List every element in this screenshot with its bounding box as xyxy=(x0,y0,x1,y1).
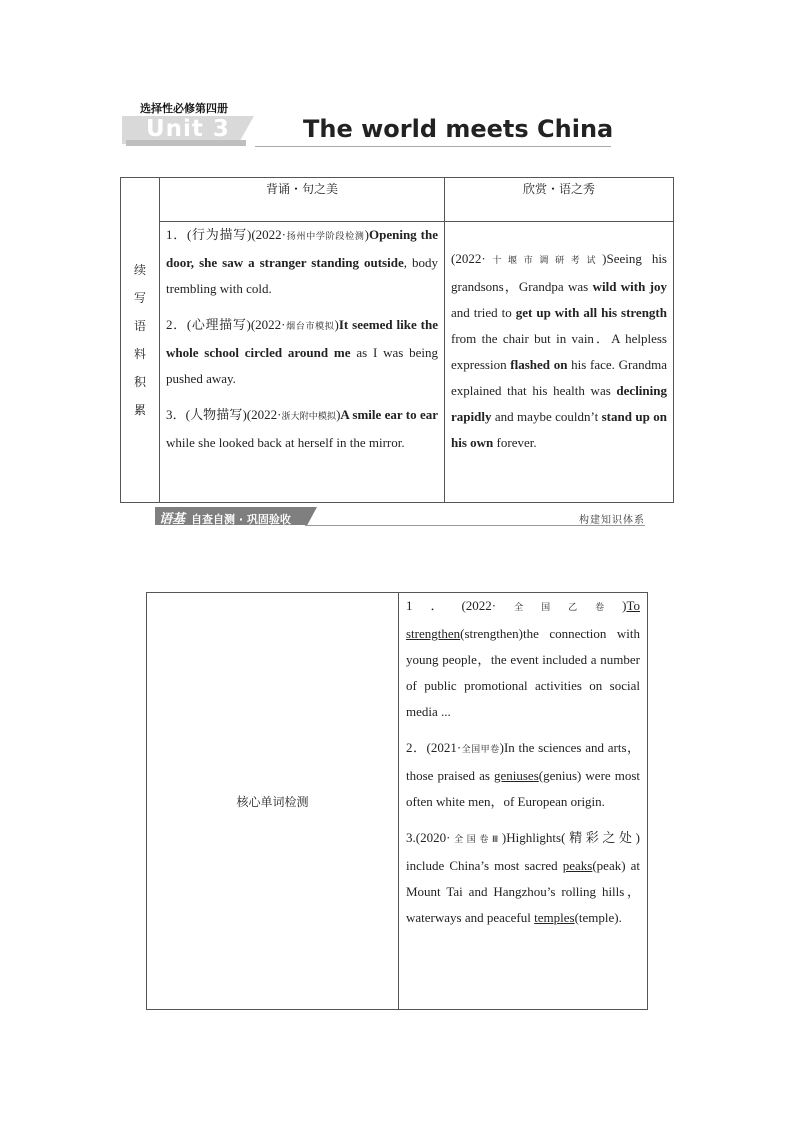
source-label: 十堰市调研考试 xyxy=(485,256,603,266)
source-label: 浙大附中模拟 xyxy=(281,412,337,422)
core-vocab-items xyxy=(399,593,648,1010)
recite-item: 3．(人物描写)(2022·浙大附中模拟)A smile ear to ear while she looked back at herself in the mirror. xyxy=(166,407,438,450)
section-subtitle: 构建知识体系 xyxy=(579,515,645,526)
answer-blank: geniuses xyxy=(493,768,539,783)
column-header-recite: 背诵・句之美 xyxy=(160,178,445,222)
appreciate-passage: (2022·十堰市调研考试)Seeing his grandsons，Grandpa was wild with joy and tried to get up with all his strength from the chair but in vain．A helpless expression flashed on his face. Grandma explained that his health was declining rapidly and maybe couldn’t stand up on his own forever. xyxy=(451,251,667,450)
side-char: 语 xyxy=(133,319,146,333)
unit-label: Unit 3 xyxy=(146,116,230,142)
recite-item: 2．(心理描写)(2022·烟台市模拟)It seemed like the whole school circled around me as I was being pushed away. xyxy=(166,317,438,386)
writing-material-table xyxy=(120,177,674,503)
side-char: 写 xyxy=(133,291,146,305)
key-sentence: It seemed like the whole school circled around me xyxy=(166,317,438,360)
unit-title: The world meets China xyxy=(303,115,614,143)
column-header-appreciate: 欣赏・语之秀 xyxy=(445,178,674,222)
vocab-item: 1．(2022·全国乙卷)To strengthen(strengthen)the connection with young people，the event included a number of public promotional activities on social media ... xyxy=(406,598,640,719)
unit-banner xyxy=(120,100,620,152)
recite-item: 1．(行为描写)(2022·扬州中学阶段检测)Opening the door, she saw a stranger standing outside, body trembling with cold. xyxy=(166,227,438,296)
side-char: 积 xyxy=(133,375,146,389)
appreciate-passage-cell xyxy=(445,222,674,503)
source-label: 全国乙卷 xyxy=(496,603,623,613)
source-label: 全国卷Ⅲ xyxy=(450,835,502,845)
recite-sentences-cell xyxy=(160,222,445,503)
side-char: 续 xyxy=(133,263,146,277)
source-label: 扬州中学阶段检测 xyxy=(285,232,365,242)
section-bar xyxy=(155,507,645,527)
vocab-item: 2．(2021·全国甲卷)In the sciences and arts，those praised as geniuses(genius) were most often white men，of European origin. xyxy=(406,740,641,809)
vocab-item: 3.(2020·全国卷Ⅲ)Highlights(精彩之处) include China’s most sacred peaks(peak) at Mount Tai and Hangzhou’s rolling hills，waterways and peaceful temples(temple). xyxy=(406,830,640,925)
core-vocab-table xyxy=(146,592,648,1010)
answer-blank: temples xyxy=(534,910,575,925)
key-sentence: A smile ear to ear xyxy=(340,407,438,422)
book-tag: 选择性必修第四册 xyxy=(140,102,228,115)
section-title: 语基 自查自测 · 巩固验收 xyxy=(159,512,291,527)
side-char: 料 xyxy=(133,347,146,361)
answer-blank: To strengthen xyxy=(406,598,640,641)
source-label: 全国甲卷 xyxy=(461,745,500,755)
key-sentence: Opening the door, she saw a stranger standing outside xyxy=(166,227,438,270)
banner-divider xyxy=(255,146,611,147)
side-label xyxy=(121,178,160,503)
source-label: 烟台市模拟 xyxy=(285,322,335,332)
answer-blank: peaks xyxy=(562,858,593,873)
core-vocab-label: 核心单词检测 xyxy=(147,593,399,1010)
side-char: 累 xyxy=(133,403,146,417)
